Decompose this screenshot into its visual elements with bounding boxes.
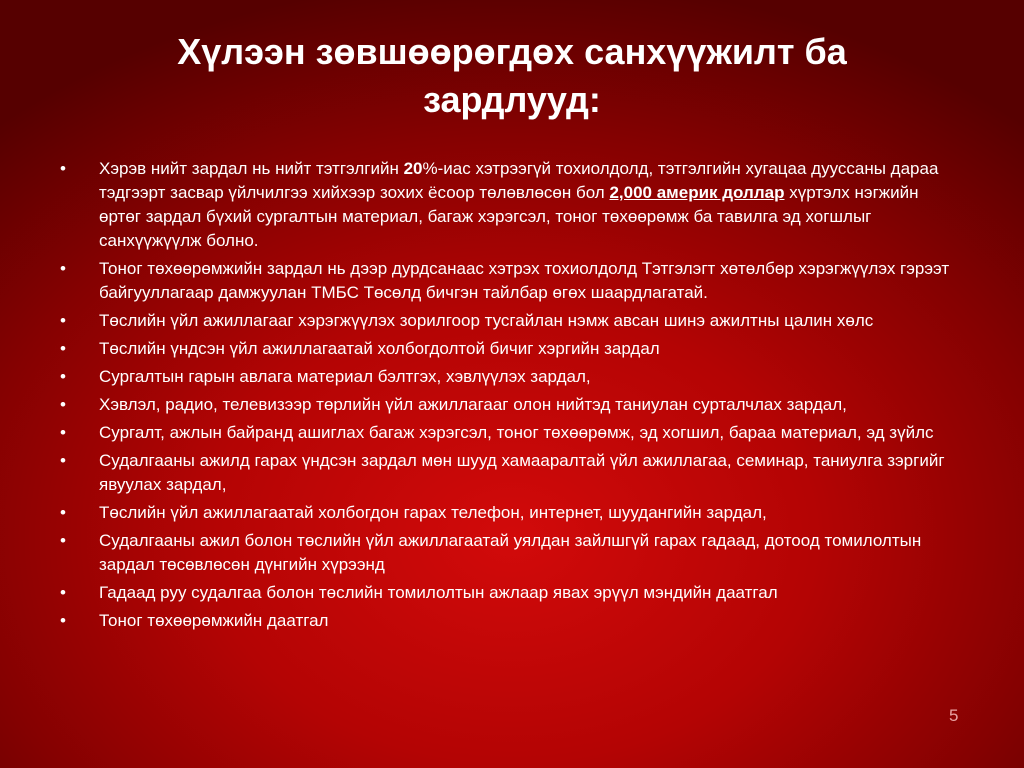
bullet-text: Тоног төхөөрөмжийн зардал нь дээр дурдсанаас хэтрэх тохиолдолд Тэтгэлэгт хөтөлбөр хэрэгжүүлэх гэрээт байгууллагаар дамжуулан ТМБС Төсөлд бичгэн тайлбар өгөх шаардлагатай.: [99, 259, 950, 302]
bullet-item: [60, 365, 960, 389]
bullet-item: [60, 501, 960, 525]
bullet-glyph: •: [60, 531, 66, 550]
bullet-item: [60, 449, 960, 497]
bullet-glyph: •: [60, 451, 66, 470]
bullet-text: Гадаад руу судалгаа болон төслийн томилолтын ажлаар явах эрүүл мэндийн даатгал: [99, 583, 778, 602]
bullet-text: Төслийн үйл ажиллагааг хэрэгжүүлэх зорилгоор тусгайлан нэмж авсан шинэ ажилтны цалин хөлс: [99, 311, 874, 330]
bullet-list: [60, 157, 960, 637]
bullet-item: [60, 309, 960, 333]
bullet-glyph: •: [60, 395, 66, 414]
bullet-glyph: •: [60, 159, 66, 178]
bullet-text: Судалгааны ажилд гарах үндсэн зардал мөн шууд хамааралтай үйл ажиллагаа, семинар, таниулга зэргийг явуулах зардал,: [99, 451, 945, 494]
bullet-item: [60, 257, 960, 305]
slide-title: Хүлээн зөвшөөрөгдөх санхүүжилт ба зардлууд:: [177, 31, 847, 120]
bullet-text: Сургалтын гарын авлага материал бэлтгэх, хэвлүүлэх зардал,: [99, 367, 591, 386]
bullet-glyph: •: [60, 259, 66, 278]
bullet-glyph: •: [60, 311, 66, 330]
bullet-item: [60, 581, 960, 605]
bullet-text: Сургалт, ажлын байранд ашиглах багаж хэрэгсэл, тоног төхөөрөмж, эд хогшил, бараа материал, эд зүйлс: [99, 423, 934, 442]
bullet-text: Судалгааны ажил болон төслийн үйл ажиллагаатай уялдан зайлшгүй гарах гадаад, дотоод томилолтын зардал төсөвлөсөн дүнгийн хүрээнд: [99, 531, 922, 574]
bullet-item: [60, 529, 960, 577]
bullet-glyph: •: [60, 503, 66, 522]
bullet-glyph: •: [60, 423, 66, 442]
bullet-item: [60, 157, 960, 253]
bullet-item: [60, 609, 960, 633]
bullet-glyph: •: [60, 339, 66, 358]
bullet-text-bold-percent: 20: [403, 159, 423, 178]
bullet-text-part: хүртэлх нэгжийн өртөг зардал бүхий сургалтын материал, багаж хэрэгсэл, тоног төхөөрөмж ба тавилга эд хогшлыг санхүүжүүлж болно.: [99, 183, 919, 250]
bullet-text-part: %-иас хэтрээгүй тохиолдолд, тэтгэлгийн хугацаа дууссаны дараа тэдгээрт засвар үйлчилгээ хийхээр зохих ёсоор төлөвлөсөн бол: [99, 159, 939, 202]
bullet-text-part: Хэрэв нийт зардал нь нийт тэтгэлгийн: [99, 159, 404, 178]
bullet-item: [60, 337, 960, 361]
bullet-text: Төслийн үйл ажиллагаатай холбогдон гарах телефон, интернет, шуудангийн зардал,: [99, 503, 767, 522]
page-number: 5: [949, 706, 959, 725]
bullet-glyph: •: [60, 583, 66, 602]
bullet-text-bold-amount: 2,000 америк доллар: [609, 183, 785, 202]
bullet-text: Тоног төхөөрөмжийн даатгал: [99, 611, 329, 630]
bullet-item: [60, 393, 960, 417]
bullet-item: [60, 421, 960, 445]
bullet-glyph: •: [60, 367, 66, 386]
bullet-text: Төслийн үндсэн үйл ажиллагаатай холбогдолтой бичиг хэргийн зардал: [99, 339, 660, 358]
bullet-glyph: •: [60, 611, 66, 630]
bullet-text: Хэвлэл, радио, телевизээр төрлийн үйл ажиллагааг олон нийтэд таниулан сурталчлах зардал,: [99, 395, 847, 414]
